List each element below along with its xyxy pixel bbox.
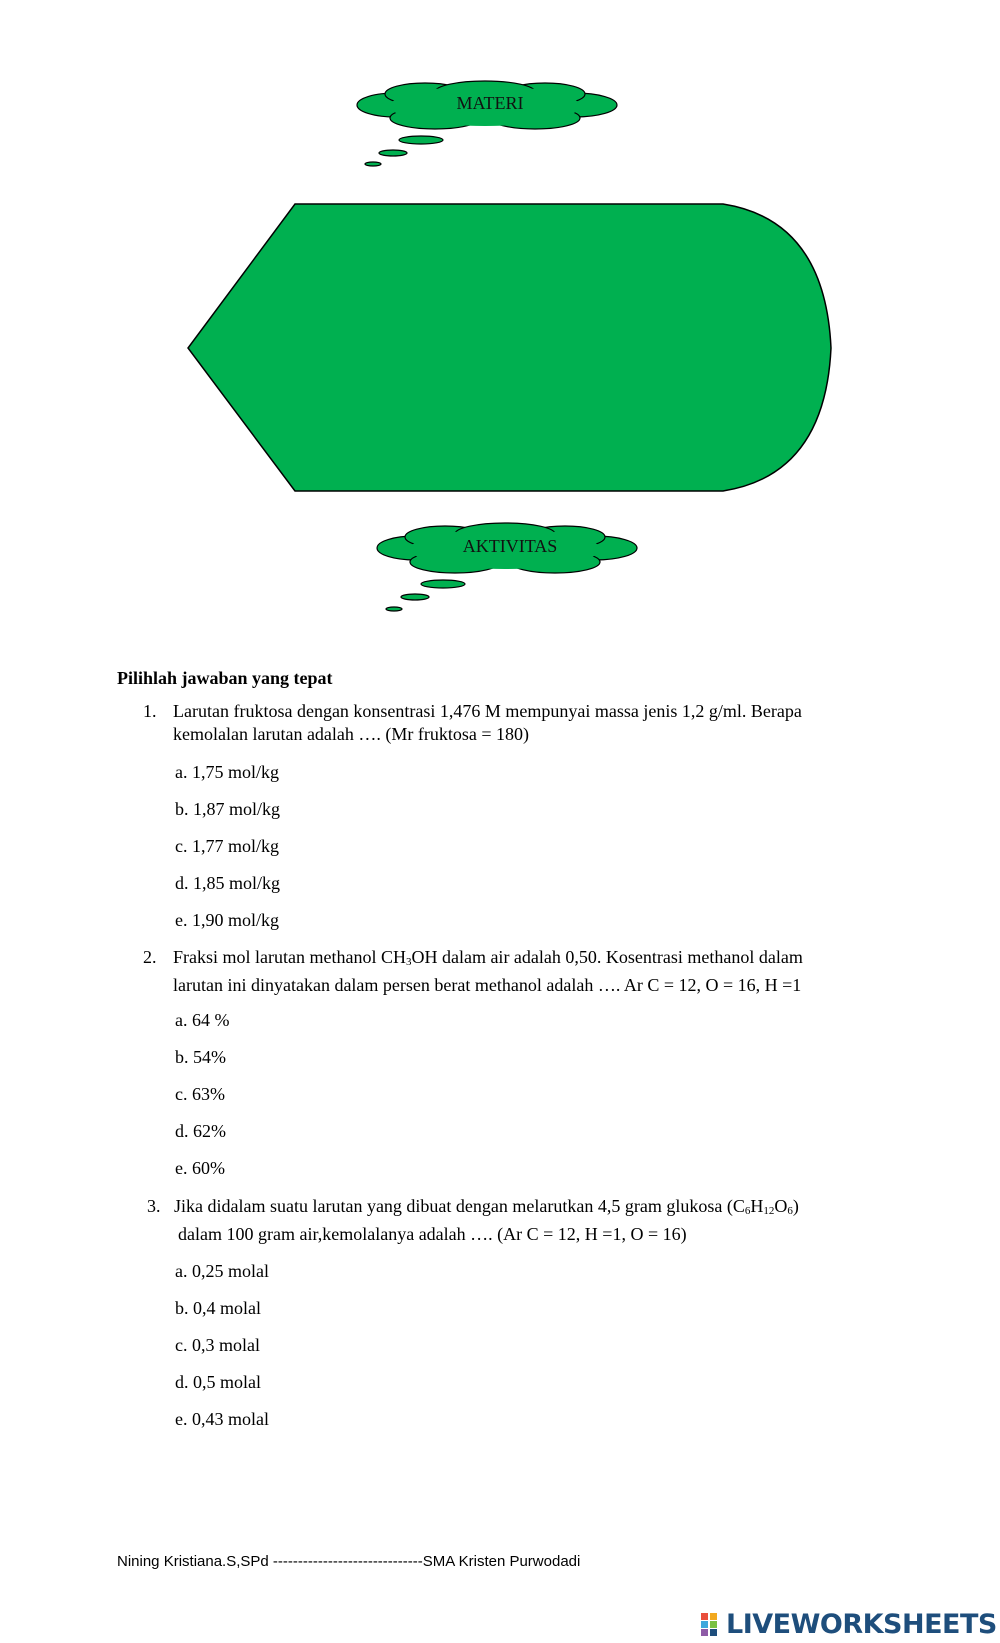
brand-name: LIVEWORKSHEETS [726, 1608, 997, 1640]
text-segment: Fraksi mol larutan methanol CH [173, 947, 406, 967]
question-text-line: kemolalan larutan adalah …. (Mr fruktosa = 180) [173, 724, 530, 744]
subscript: 6 [744, 1205, 751, 1217]
option-1b[interactable]: b. 1,87 mol/kg [175, 799, 281, 819]
text-segment: ) [792, 1196, 799, 1216]
text-segment: Jika didalam suatu larutan yang dibuat dengan melarutkan 4,5 gram glukosa (C [174, 1196, 745, 1216]
question-text [174, 1195, 854, 1246]
option-2b[interactable]: b. 54% [175, 1047, 226, 1067]
question-number: 2. [143, 947, 157, 967]
question-1 [143, 700, 883, 750]
liveworksheets-logo-icon [700, 1611, 726, 1637]
option-1c[interactable]: c. 1,77 mol/kg [175, 836, 279, 856]
option-3a[interactable]: a. 0,25 molal [175, 1261, 269, 1281]
question-number: 1. [143, 701, 157, 721]
text-segment: H [750, 1196, 764, 1216]
materi-cloud [355, 80, 625, 175]
option-1a[interactable]: a. 1,75 mol/kg [175, 762, 279, 782]
text-segment: O [774, 1196, 788, 1216]
text-segment: OH dalam air adalah 0,50. Kosentrasi methanol dalam [411, 947, 803, 967]
question-text-line: Larutan fruktosa dengan konsentrasi 1,476 M mempunyai massa jenis 1,2 g/ml. Berapa [173, 701, 802, 721]
question-text [173, 700, 853, 746]
option-2a[interactable]: a. 64 % [175, 1010, 230, 1030]
question-text-line: dalam 100 gram air,kemolalanya adalah …. (Ar C = 12, H =1, O = 16) [178, 1224, 687, 1244]
option-2c[interactable]: c. 63% [175, 1084, 225, 1104]
liveworksheets-logo[interactable] [700, 1610, 997, 1638]
question-text-line [174, 1195, 854, 1223]
question-text [173, 946, 853, 997]
option-3e[interactable]: e. 0,43 molal [175, 1409, 269, 1429]
subscript: 12 [763, 1205, 775, 1217]
aktivitas-cloud [375, 522, 645, 622]
question-2 [143, 946, 883, 996]
instruction-heading: Pilihlah jawaban yang tepat [117, 668, 333, 688]
subscript: 6 [787, 1205, 793, 1217]
question-3 [147, 1195, 887, 1245]
option-3b[interactable]: b. 0,4 molal [175, 1298, 261, 1318]
option-3c[interactable]: c. 0,3 molal [175, 1335, 260, 1355]
option-1d[interactable]: d. 1,85 mol/kg [175, 873, 281, 893]
question-number: 3. [147, 1196, 161, 1216]
option-3d[interactable]: d. 0,5 molal [175, 1372, 261, 1392]
option-2d[interactable]: d. 62% [175, 1121, 226, 1141]
subscript: 3 [405, 956, 412, 968]
option-2e[interactable]: e. 60% [175, 1158, 225, 1178]
question-text-line: larutan ini dinyatakan dalam persen berat methanol adalah …. Ar C = 12, O = 16, H =1 [173, 975, 802, 995]
content-frame-shape [185, 200, 835, 495]
materi-label: MATERI [456, 93, 524, 113]
page-footer: Nining Kristiana.S,SPd ------------------------------SMA Kristen Purwodadi [117, 1553, 581, 1570]
question-text-line [173, 946, 853, 974]
option-1e[interactable]: e. 1,90 mol/kg [175, 910, 279, 930]
aktivitas-label: AKTIVITAS [462, 536, 558, 556]
